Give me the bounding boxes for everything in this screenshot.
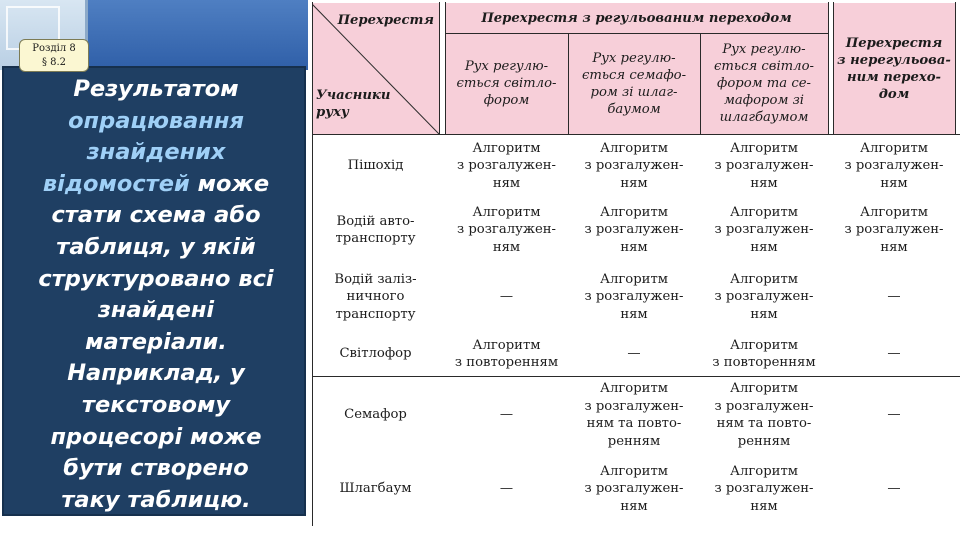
- cell-line: з розгалужен-: [714, 289, 814, 305]
- algorithm-cell: [700, 454, 828, 524]
- algorithm-cell: [700, 262, 828, 332]
- algorithm-cell: [445, 198, 568, 262]
- cell-line: з розгалужен-: [844, 158, 944, 174]
- main-text-highlight: опрацювання: [68, 107, 244, 134]
- text-panel: [2, 66, 306, 516]
- participant-cell: [312, 454, 439, 524]
- subheader-line: ється світло-: [456, 76, 557, 91]
- subheader-line: шлагбаумом: [719, 110, 809, 125]
- cell-line: Алгоритм: [600, 140, 668, 156]
- algorithm-cell: [445, 134, 568, 198]
- algorithm-cell: [833, 332, 955, 376]
- cell-line: з розгалужен-: [714, 481, 814, 497]
- cell-line: Алгоритм: [730, 204, 798, 220]
- cell-line: Алгоритм: [472, 140, 541, 156]
- section-paragraph: § 8.2: [41, 57, 67, 68]
- main-text-highlight: відомостей: [42, 170, 190, 197]
- cell-line: ням: [750, 498, 778, 514]
- subheader-line: фором: [483, 93, 530, 108]
- cell-line: ням: [880, 175, 908, 191]
- cell-line: Алгоритм: [730, 337, 798, 353]
- cell-line: Алгоритм: [860, 204, 928, 220]
- cell-line: ням: [620, 498, 648, 514]
- cell-line: ням та повто-: [716, 416, 812, 431]
- cell-line: з повторенням: [712, 355, 816, 370]
- cell-line: з розгалужен-: [456, 158, 557, 174]
- subheader-line: Рух регулю-: [464, 59, 549, 74]
- cell-line: Алгоритм: [600, 463, 668, 479]
- cell-line: Алгоритм: [472, 204, 541, 220]
- cell-line: ням: [750, 175, 778, 191]
- algorithm-cell: [445, 262, 568, 332]
- participant-cell: [312, 134, 439, 198]
- main-text-line: [8, 169, 304, 201]
- main-text-line: Наприклад, у: [67, 360, 245, 387]
- algorithm-cell: [568, 134, 700, 198]
- main-text-fragment: може: [189, 170, 270, 197]
- cell-line: —: [627, 346, 641, 362]
- header-line: дом: [878, 86, 910, 102]
- subheader-traffic-light: [445, 33, 568, 134]
- diagonal-top-label: Перехрестя: [337, 12, 434, 28]
- cell-line: Алгоритм: [860, 140, 928, 156]
- participant-cell: [312, 262, 439, 332]
- subheader-line: баумом: [607, 101, 661, 117]
- main-text-line: знайдені: [97, 297, 215, 324]
- subheader-line: фором та се-: [717, 76, 811, 91]
- subheader-line: ється світло-: [714, 59, 814, 74]
- algorithm-cell: [568, 376, 700, 454]
- participant-cell: [312, 332, 439, 376]
- cell-line: —: [499, 481, 514, 497]
- main-text-highlight: знайдених: [86, 139, 226, 166]
- algorithm-cell: [445, 332, 568, 376]
- cell-line: з розгалужен-: [714, 222, 814, 238]
- diagonal-bottom-label: [312, 82, 392, 126]
- algorithm-cell: [700, 332, 828, 376]
- algorithm-cell: [700, 376, 828, 454]
- main-text-line: текстовому: [81, 391, 231, 418]
- regulated-header: Перехрестя з регульованим переходом: [481, 10, 792, 26]
- subheader-line: ється семафо-: [581, 67, 687, 83]
- table-grid: [312, 2, 960, 526]
- header-line: Перехрестя: [845, 35, 943, 51]
- main-text-line: структуровано всі: [38, 265, 274, 292]
- main-text-line: процесорі може: [50, 423, 262, 450]
- cell-line: —: [887, 481, 901, 497]
- cell-line: з розгалужен-: [584, 481, 684, 497]
- cell-line: з розгалужен-: [584, 222, 684, 238]
- cell-line: ням та повто-: [586, 416, 682, 431]
- algorithm-cell: [833, 376, 955, 454]
- algorithm-cell: [568, 454, 700, 524]
- algorithm-cell: [445, 454, 568, 524]
- cell-line: з розгалужен-: [844, 222, 944, 238]
- subheader-line: Рух регулю-: [592, 50, 676, 66]
- algorithm-cell: [833, 262, 955, 332]
- cell-line: з розгалужен-: [714, 398, 814, 414]
- algorithm-cell: [568, 332, 700, 376]
- algorithm-cell: [700, 134, 828, 198]
- cell-line: транспорту: [335, 306, 416, 322]
- main-text-line: бути створено: [63, 455, 249, 482]
- cell-line: —: [499, 289, 514, 305]
- cell-line: Алгоритм: [730, 381, 798, 396]
- cell-line: з розгалужен-: [714, 158, 814, 174]
- cell-line: ням: [620, 239, 648, 255]
- main-text-line: Результатом: [73, 76, 239, 102]
- section-badge: [19, 39, 89, 72]
- subheader-semaphore: [568, 33, 700, 134]
- grid-line: [955, 2, 956, 134]
- cell-line: Алгоритм: [730, 271, 798, 287]
- cell-line: з розгалужен-: [584, 289, 684, 305]
- main-text-line: матеріали.: [85, 328, 227, 355]
- subheader-line: ром зі шлаг-: [590, 84, 678, 100]
- cell-line: Водій авто-: [336, 213, 415, 229]
- participant-cell: [312, 376, 439, 454]
- traffic-algorithm-table: [312, 2, 960, 526]
- diagonal-bottom-line: Учасники: [316, 88, 391, 103]
- cell-line: з розгалужен-: [584, 158, 684, 174]
- cell-line: Алгоритм: [472, 337, 541, 353]
- cell-line: Алгоритм: [600, 271, 668, 287]
- algorithm-cell: [833, 198, 955, 262]
- algorithm-cell: [833, 134, 955, 198]
- header-line: ним перехо-: [846, 69, 942, 85]
- algorithm-cell: [445, 376, 568, 454]
- unregulated-header: [833, 3, 955, 134]
- cell-line: —: [887, 289, 901, 305]
- grid-line: [828, 2, 829, 134]
- subheader-combined: [700, 33, 828, 134]
- cell-line: ренням: [737, 433, 791, 449]
- cell-line: ничного: [346, 289, 405, 305]
- subheader-line: мафором зі: [724, 93, 804, 108]
- cell-line: Алгоритм: [730, 463, 798, 479]
- cell-line: Алгоритм: [600, 381, 668, 396]
- section-chapter: Розділ 8: [32, 43, 76, 54]
- algorithm-cell: [568, 198, 700, 262]
- cell-line: ням: [620, 306, 648, 322]
- cell-line: ням: [492, 239, 521, 255]
- cell-line: ренням: [607, 433, 661, 449]
- cell-line: Світлофор: [339, 346, 412, 362]
- cell-line: ням: [750, 306, 778, 322]
- cell-line: з повторенням: [454, 355, 559, 370]
- cell-line: Алгоритм: [600, 204, 668, 220]
- cell-line: Шлагбаум: [339, 481, 412, 497]
- cell-line: —: [887, 407, 901, 423]
- cell-line: ням: [750, 239, 778, 255]
- cell-line: —: [499, 407, 514, 423]
- algorithm-cell: [700, 198, 828, 262]
- cell-line: Пішохід: [347, 158, 404, 174]
- main-text-line: таку таблицю.: [61, 486, 251, 513]
- algorithm-cell: [833, 454, 955, 524]
- header-line: з нерегульова-: [837, 52, 951, 68]
- cell-line: Алгоритм: [730, 140, 798, 156]
- cell-line: ням: [620, 175, 648, 191]
- cell-line: ням: [880, 239, 908, 255]
- main-text: [4, 74, 308, 516]
- subheader-line: Рух регулю-: [722, 42, 806, 57]
- cell-line: —: [887, 346, 901, 362]
- cell-line: транспорту: [335, 231, 416, 246]
- main-text-line: таблиця, у якій: [56, 233, 256, 260]
- main-text-line: стати схема або: [51, 202, 261, 229]
- algorithm-cell: [568, 262, 700, 332]
- diagonal-bottom-line: руху: [316, 105, 349, 120]
- cell-line: з розгалужен-: [584, 398, 684, 414]
- cell-line: ням: [492, 175, 521, 191]
- cell-line: з розгалужен-: [456, 222, 557, 238]
- cell-line: Водій заліз-: [334, 271, 417, 287]
- participant-cell: [312, 198, 439, 262]
- cell-line: Семафор: [344, 407, 407, 423]
